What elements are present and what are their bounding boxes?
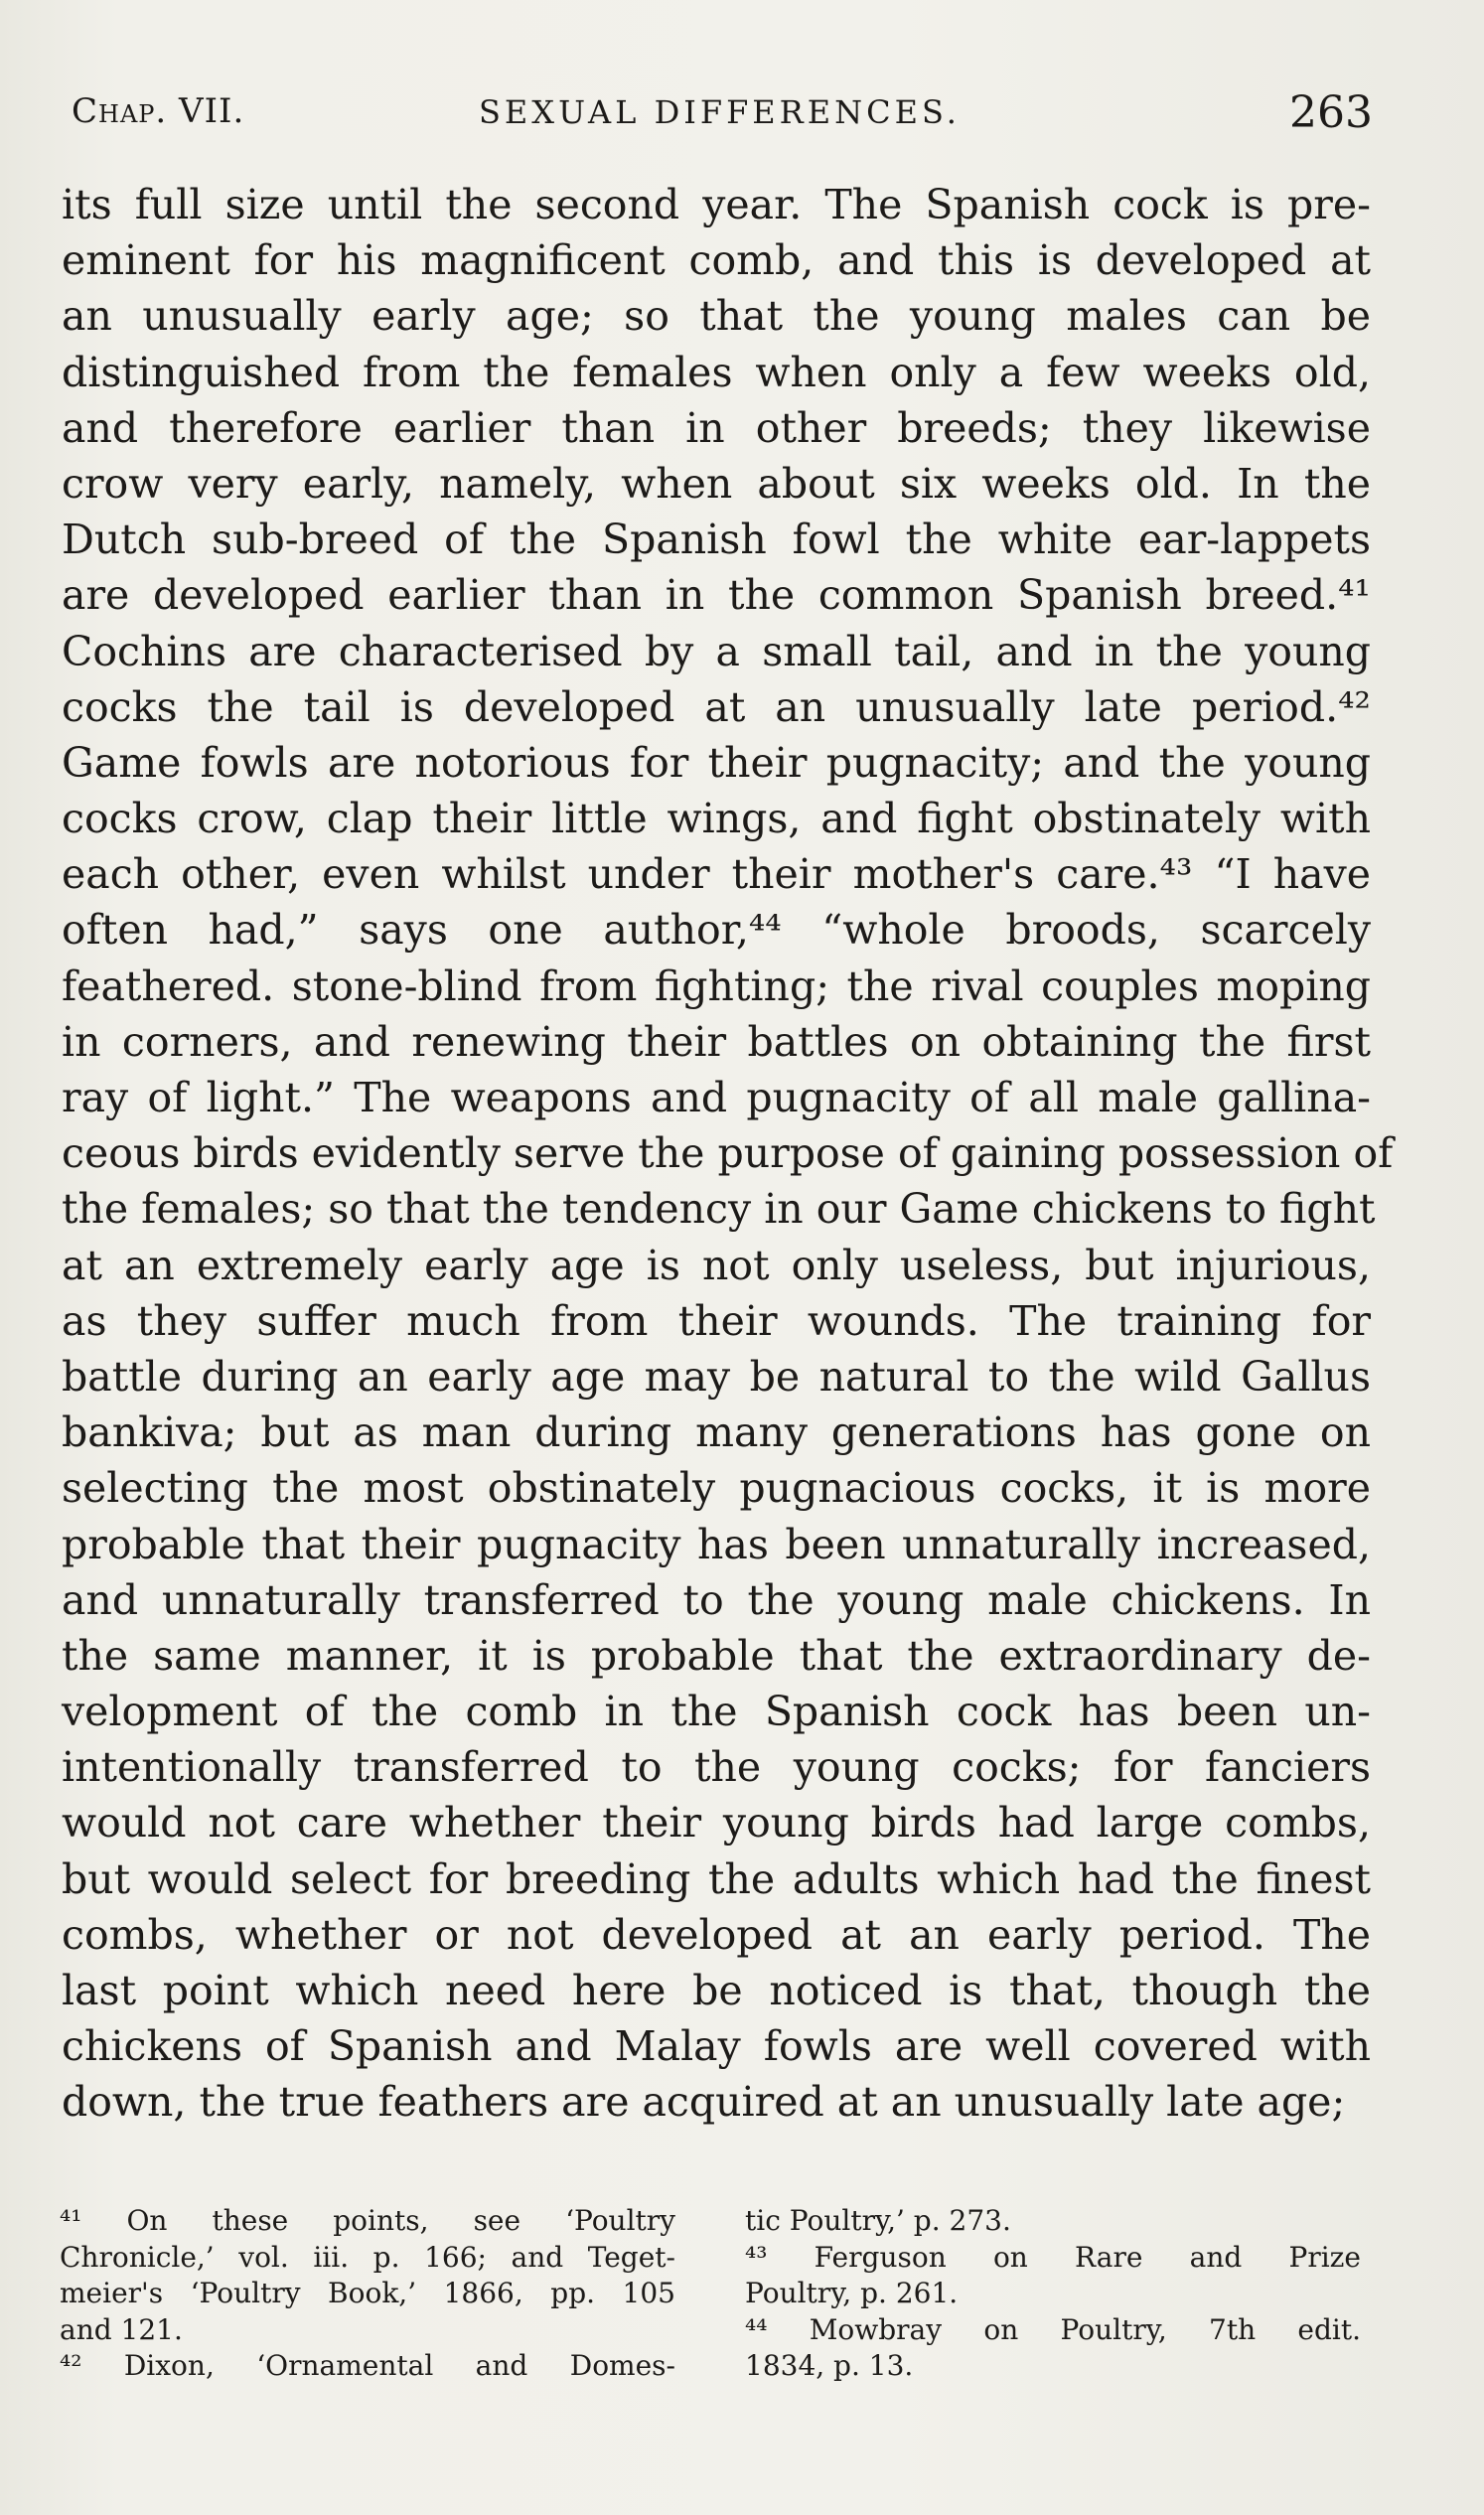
text-line: its full size until the second year. The Spanish cock is pre- (62, 181, 1371, 228)
footnote-line: ⁴¹ On these points, see ‘Poultry (60, 2204, 675, 2237)
footnote-line: and 121. (60, 2312, 183, 2346)
text-line: but would select for breeding the adults which had the finest (62, 1854, 1371, 1903)
text-line: eminent for his magnificent comb, and this is developed at (62, 236, 1371, 285)
text-line: distinguished from the females when only a few weeks old, (62, 348, 1371, 396)
footnote-line: 1834, p. 13. (745, 2349, 914, 2382)
text-line: and unnaturally transferred to the young male chickens. In (62, 1575, 1371, 1624)
text-line: battle during an early age may be natural to the wild Gallus (62, 1352, 1371, 1401)
text-line: an unusually early age; so that the young males can be (62, 292, 1371, 341)
text-line: last point which need here be noticed is that, though the (62, 1967, 1371, 2014)
running-title: SEXUAL DIFFERENCES. (479, 93, 961, 131)
text-line: velopment of the comb in the Spanish cock has been un- (62, 1688, 1371, 1736)
footnote-line: Chronicle,’ vol. iii. p. 166; and Teget- (60, 2240, 675, 2274)
text-line: chickens of Spanish and Malay fowls are well covered with (62, 2022, 1371, 2071)
text-line: combs, whether or not developed at an early period. The (62, 1910, 1371, 1959)
text-line: each other, even whilst under their mother's care.⁴³ “I have (62, 850, 1371, 899)
page-header (62, 87, 1373, 151)
text-line: at an extremely early age is not only useless, but injurious, (62, 1241, 1371, 1289)
footnote-line: tic Poultry,’ p. 273. (745, 2204, 1011, 2237)
text-line: are developed earlier than in the common Spanish breed.⁴¹ (62, 571, 1371, 620)
text-line: would not care whether their young birds had large combs, (62, 1799, 1371, 1848)
text-line: selecting the most obstinately pugnacious cocks, it is more (62, 1464, 1371, 1513)
text-line: Cochins are characterised by a small tail, and in the young (62, 627, 1371, 675)
text-line: feathered. stone-blind from fighting; the rival couples moping (62, 962, 1371, 1010)
footnote-line: ⁴³ Ferguson on Rare and Prize (745, 2240, 1361, 2274)
text-line: bankiva; but as man during many generations has gone on (62, 1408, 1371, 1457)
text-line: crow very early, namely, when about six weeks old. In the (62, 459, 1371, 508)
text-line: in corners, and renewing their battles on obtaining the first (62, 1017, 1371, 1066)
text-line: Dutch sub-breed of the Spanish fowl the white ear-lappets (62, 516, 1371, 564)
text-line: ceous birds evidently serve the purpose of gaining possession of (62, 1129, 1394, 1178)
text-line: often had,” says one author,⁴⁴ “whole broods, scarcely (62, 906, 1371, 955)
text-line: Game fowls are notorious for their pugnacity; and the young (62, 738, 1371, 787)
text-line: the females; so that the tendency in our Game chickens to fight (62, 1185, 1376, 1234)
text-line: probable that their pugnacity has been unnaturally increased, (62, 1520, 1371, 1568)
body-text (62, 177, 1394, 2131)
text-line: intentionally transferred to the young cocks; for fanciers (62, 1743, 1371, 1792)
footnote-line: ⁴⁴ Mowbray on Poultry, 7th edit. (745, 2312, 1361, 2346)
page-number: 263 (1289, 87, 1373, 138)
text-line: and therefore earlier than in other breeds; they likewise (62, 403, 1371, 452)
text-line: cocks crow, clap their little wings, and fight obstinately with (62, 795, 1371, 843)
text-line: down, the true feathers are acquired at an unusually late age; (62, 2078, 1346, 2127)
footnotes-left-column (60, 2203, 675, 2385)
text-line: as they suffer much from their wounds. The training for (62, 1296, 1371, 1345)
text-line: the same manner, it is probable that the extraordinary de- (62, 1631, 1371, 1680)
footnote-line: meier's ‘Poultry Book,’ 1866, pp. 105 (60, 2277, 675, 2309)
chapter-label: Chap. VII. (72, 91, 245, 131)
footnote-line: Poultry, p. 261. (745, 2277, 959, 2309)
text-line: cocks the tail is developed at an unusually late period.⁴² (62, 682, 1371, 731)
text-line: ray of light.” The weapons and pugnacity of all male gallina- (62, 1074, 1371, 1121)
footnote-line: ⁴² Dixon, ‘Ornamental and Domes- (60, 2349, 675, 2382)
footnotes-right-column (745, 2203, 1361, 2385)
